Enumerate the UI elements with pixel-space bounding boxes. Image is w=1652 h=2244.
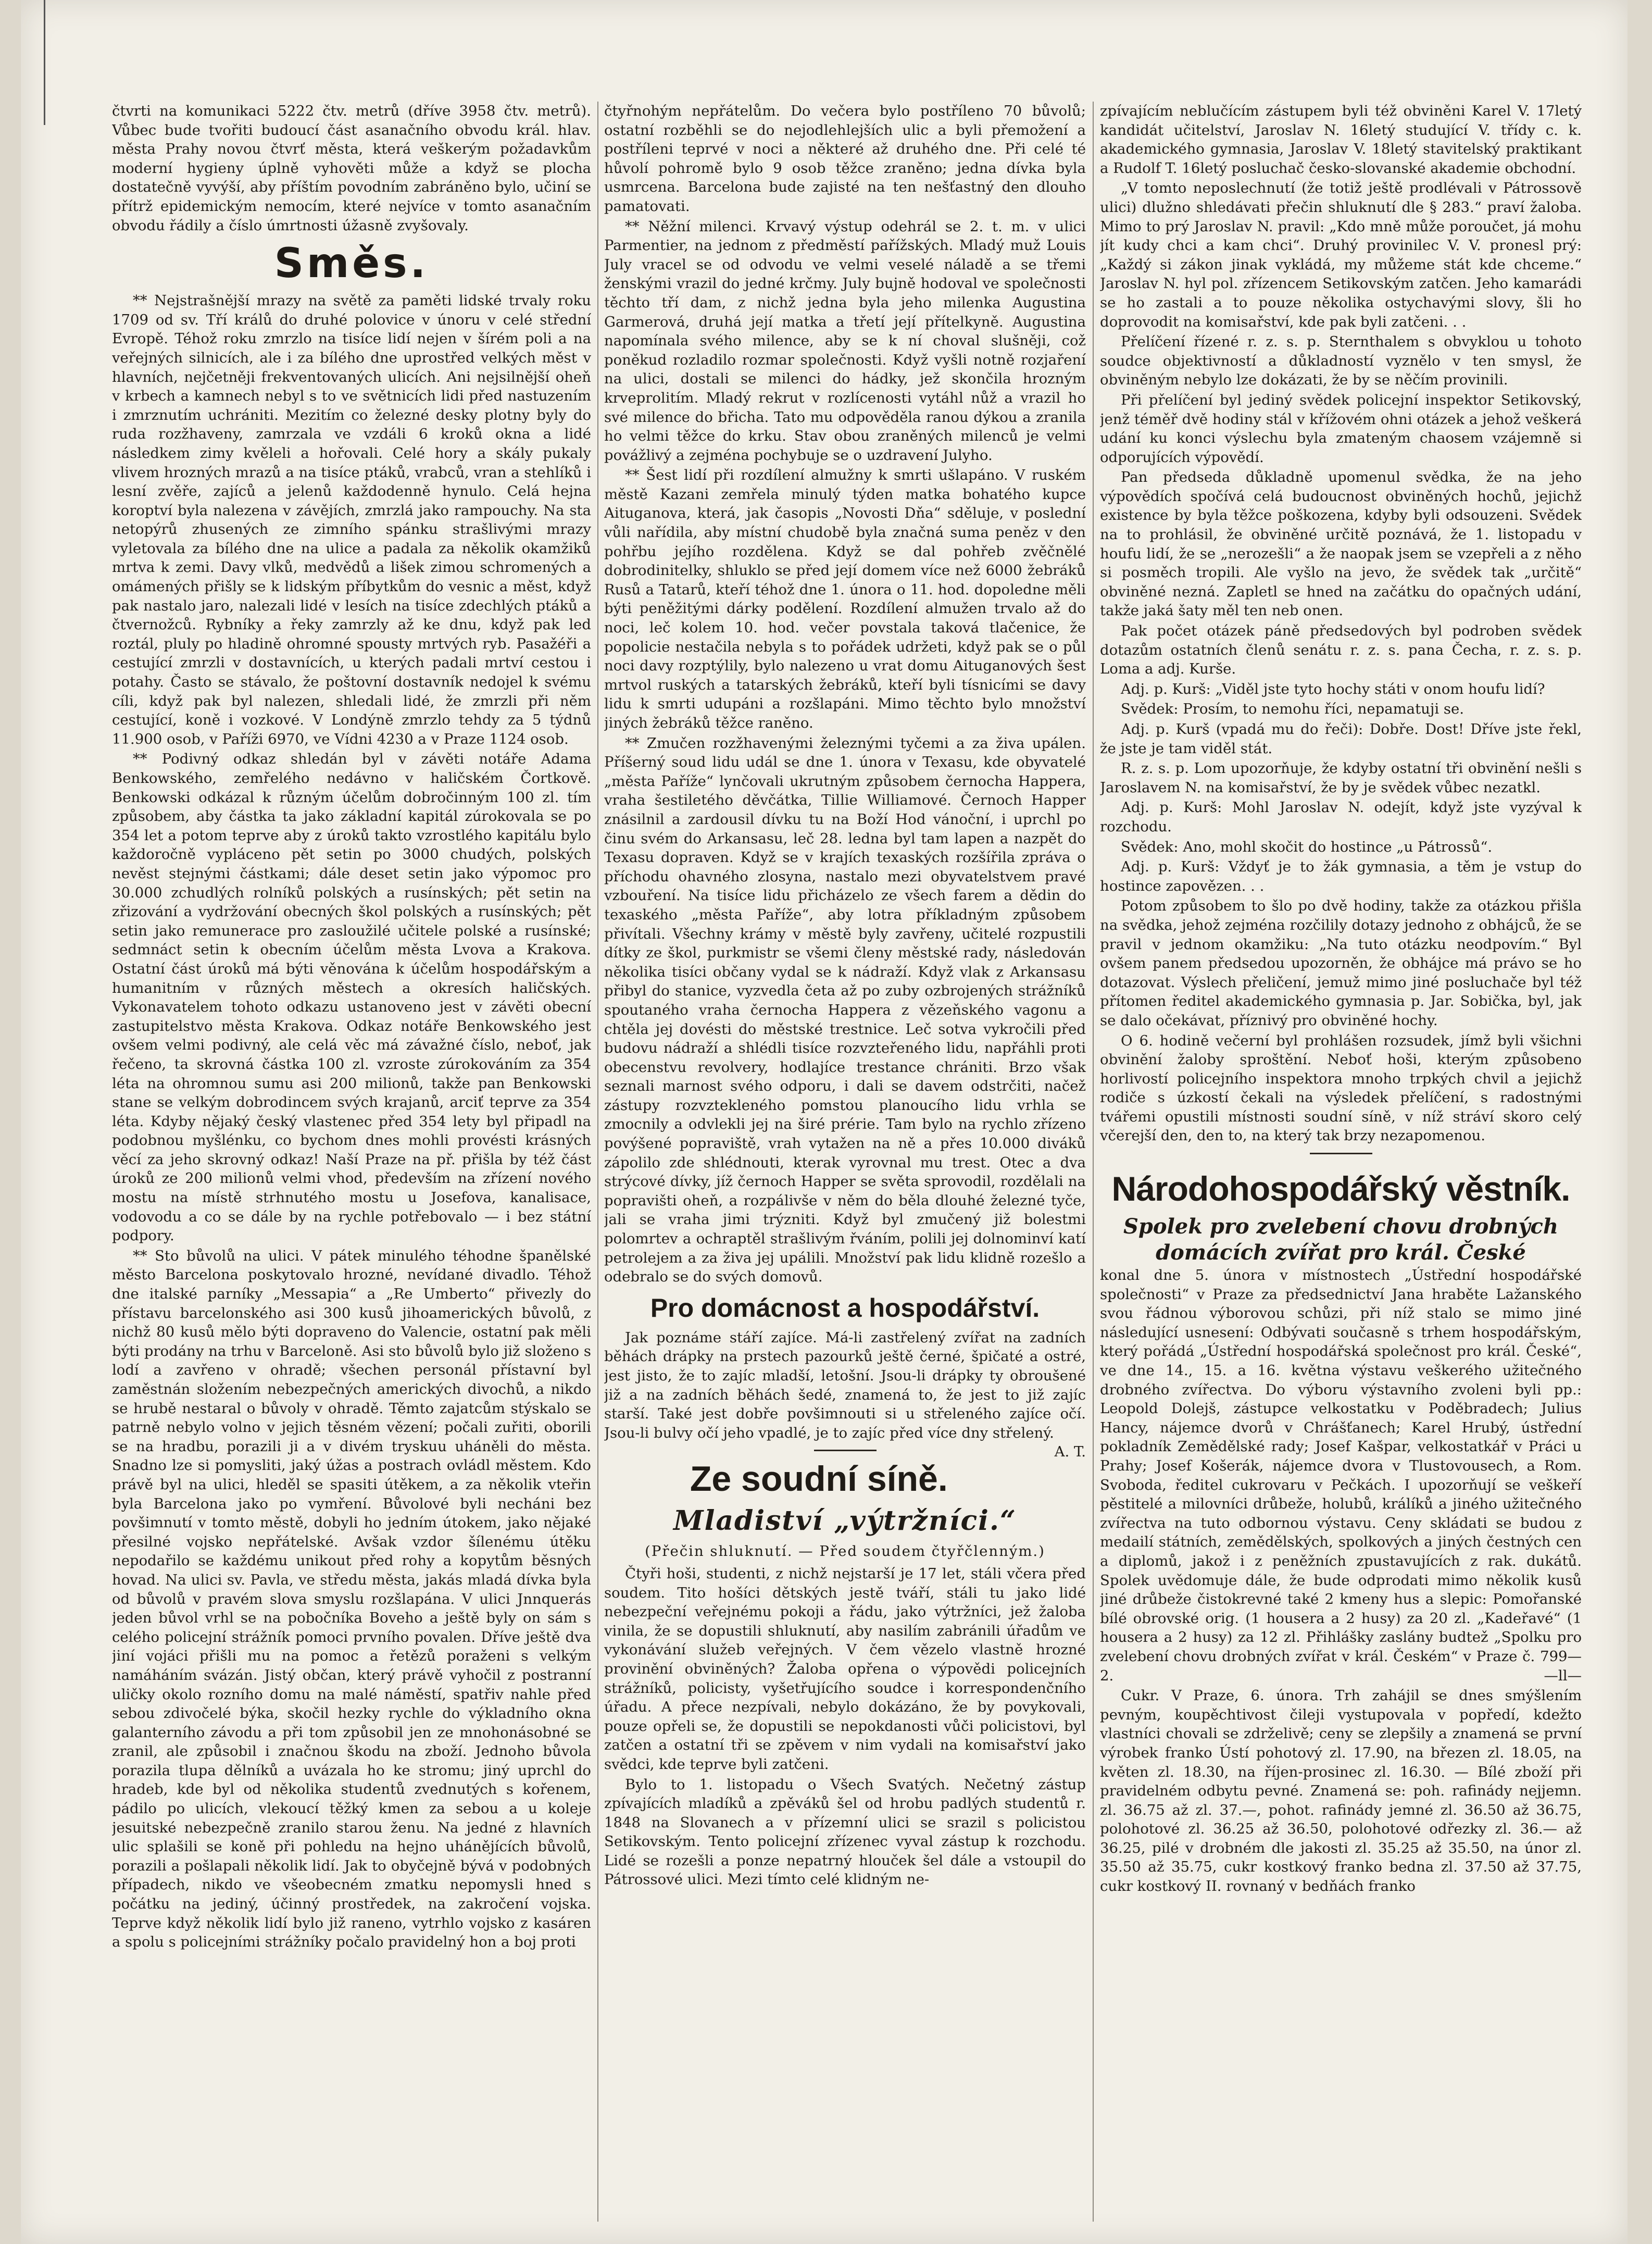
article-paragraph: Pan předseda důkladně upomenul svědka, že na jeho výpovědích spočívá celá budoucnost obviněných hochů, jejichž existence by byla těžce poškozena, kdyby byli odsouzeni. Svědek na to prohlásil, že obviněné určitě poznává, že 1. listopadu v houfu lidí, že se „nerozešli“ a že naopak jsem se vzepřeli a z něho si posměch tropili. Ale vyšlo na jevo, že svědek tak „určitě“ obviněné nezná. Zapletl se hned na začátku do opačných udání, takže jaká šaty měl ten neb onen.: [1100, 469, 1582, 619]
article-paragraph: ** Podivný odkaz shledán byl v závěti notáře Adama Benkowského, zemřelého nedávno v haličském Čortkově. Benkowski odkázal k různým účelům dobročinným 100 zl. tím způsobem, aby částka ta jako základní kapitál zúrokovala se po 354 let a potom teprve aby z úroků takto vzrostlého kapitálu bylo každoročně vypláceno pět setin po 3000 chudých, polských nevěst stejnými částkami; dále deset setin jako výpomoc pro 30.000 zchudlých rolníků polských a rusínských; pět setin na zřizování a vydržování obecných škol polských a rusínských; pět setin jako remunerace pro zasloužilé učitele polské a rusínské; sedmnáct setin k obecním účelům města Lvova a Krakova. Ostatní část úroků má býti věnována k účelům hospodářským a humanitním v různých městech a okresích haličských. Vykonavatelem tohoto odkazu ustanoveno jest v závěti obecní zastupitelstvo města Krakova. Odkaz notáře Benkowského jest ovšem velmi podivný, ale celá věc má závažné číslo, neboť, jak řečeno, ta skrovná částka 100 zl. vzroste zúrokováním za 354 léta na ohromnou sumu asi 200 milionů, takže pan Benkowski stane se velkým dobrodincem svých krajanů, arciť teprve za 354 léta. Kdyby nějaký český vlastenec před 354 lety byl připadl na podobnou myšlénku, co bychom dnes mohli provésti krásných věcí za jeho skrovný odkaz! Naší Praze na př. přišla by též část úroků ze 200 milionů velmi vhod, především na zřízení nového mostu na místě strhnutého mostu u Josefova, kanalisace, vodovodu a co se dále by na rychle potřebovalo — i bez státní podpory.: [112, 751, 591, 1244]
article-paragraph: [604, 1328, 1086, 1461]
article-paragraph: ** Šest lidí při rozdílení almužny k smrti ušlapáno. V ruském městě Kazani zemřela minulý týden matka bohatého kupce Aituganova, která, jak časopis „Novosti Dňa“ sděluje, v poslední vůli nařídila, aby místní chudobě byla značná suma peněz v den pohřbu jejího rozdělena. Když se dal pohřeb zvěčnělé dobrodinitelky, shluklo se před její domem více než 6000 žebráků Rusů a Tatarů, kteří téhož dne 1. února o 11. hod. dopoledne měli býti peněžitými dárky podělení. Rozdílení almužen trvalo až do noci, leč kolem 10. hod. večer povstala taková tlačenice, že popolicie nestačila nebyla s to pořádek udržeti, když pak se o půl noci davy rozptýlily, bylo nalezeno u vrat domu Aituganových šest mrtvol ruských a tatarských žebráků, kteří byli tísnicími se davy lidu k smrti udupáni a rozšlapáni. Mimo těchto bylo množství jiných žebráků těžce raněno.: [604, 467, 1086, 731]
article-text: Jak poznáme stáří zajíce. Má-li zastřelený zvířat na zadních běhách drápky na prstech pazourků ještě černé, špičaté a ostré, jest jisto, že to zajíc mladší, letošní. Jsou-li drápky ty obroušené již a na zadních běhách šedé, znamená to, že jest to již zajíc starší. Také jest dobře povšimnouti si u střeleného zajíce očí. Jsou-li bulvy očí jeho vpadlé, je to zajíc před více dny střelený.: [604, 1329, 1086, 1441]
article-subtitle: (Přečin shluknutí. — Před soudem čtyřčlenným.): [645, 1543, 1045, 1560]
section-separator: [814, 1450, 877, 1451]
article-paragraph: Cukr. V Praze, 6. února. Trh zahájil se dnes smýšlením pevným, koupěchtivost čileji vystupovala v popředí, kdežto vlastníci chovali se zdrželivě; ceny se zlepšily a znamená se první výrobek franko Ústí pohotový zl. 17.90, na březen zl. 18.05, na květen zl. 18.30, na říjen-prosinec zl. 16.30. — Bílé zboží při pravidelném odbytu pevné. Znamená se: poh. rafinády nejjemn. zl. 36.75 až zl. 37.—, pohot. rafinády jemné zl. 36.50 až 36.75, polohotové zl. 36.25 až 36.50, polohotové odřezky zl. 36.— až 36.25, pilé v drobném dle jakosti zl. 35.25 až 35.50, na únor zl. 35.50 až 35.75, cukr kostkový franko bedna zl. 37.50 až 37.75, cukr kostkový II. rovnaný v bedňách franko: [1100, 1687, 1582, 1895]
article-text: konal dne 5. února v místnostech „Ústřední hospodářské společnosti“ v Praze za předsednictví Jana hraběte Lažanského svou řádnou výborovou schůzi, při níž stalo se mimo jiné následující usnesení: Odbývati současně s trhem hospodářským, který pořádá „Ústřední hospodářská společnost pro král. České“, ve dne 14., 15. a 16. května výstavu veškerého užitečného drobného zvířectva. Do výboru výstavního zvoleni byli pp.: Leopold Dolejš, zástupce velkostatku v Poděbradech; Julius Hancy, nájemce dvorů v Chrášťanech; Karel Hrubý, ústřední pokladník Zemědělské rady; Josef Kašpar, velkostatkář v Práci u Prahy; Josef Košerák, nájemce dvora v Tlustovousech, a Rom. Svoboda, ředitel cukrovaru v Pečkách. I upozorňují se veškeří pěstitelé a milovníci drůbeže, holubů, králíků a jiného užitečného zvířectva na tuto odbornou výstavu. Ceny skládati se budou z medailí státních, zemědělských, spolkových a jiných čestných cen a diplomů, jakož i z peněžních zpustavujících z rak. dukátů. Spolek uvědomuje dále, že bude odprodati mimo několik kusů jiné drůbeže čistokrevné také 2 kmeny hus a slepic: Pomořanské bílé obrovské orig. (1 housera a 2 husy) za 20 zl. „Kadeřavé“ (1 housera a 2 husy) za 12 zl. Přihlášky zaslány budtež „Spolku pro zvelebení chovu drobných zvířat v král. Českém“ v Praze č. 799—2.: [1100, 1267, 1582, 1684]
article-paragraph: O 6. hodině večerní byl prohlášen rozsudek, jímž byli všichni obvinění žaloby sproštění. Neboť hoši, kterým způsobeno horlivostí policejního inspektora mnoho trpkých chvil a jejichž rodiče s úzkostí čekali na výsledek přelíčení, s radostnými tvářemi opustili místnosti soudní síně, v níž stráví skoro celý včerejší den, den to, na který tak brzy nezapomenou.: [1100, 1032, 1582, 1144]
dialogue-line: Adj. p. Kurš: Vždyť je to žák gymnasia, a těm je vstup do hostince zapovězen. . .: [1100, 858, 1582, 894]
article-title-spolek: Spolek pro zvelebení chovu drobných domácích zvířat pro král. České: [1123, 1214, 1558, 1265]
section-separator: [1310, 1153, 1372, 1154]
section-title-domacnost: Pro domácnost a hospodářství.: [650, 1293, 1040, 1323]
column-3: [1100, 102, 1582, 2227]
article-paragraph: ** Sto bůvolů na ulici. V pátek minulého téhodne španělské město Barcelona poskytovalo hrozné, nevídané divadlo. Téhož dne italské parníky „Messapia“ a „Re Umberto“ přivezly do přístavu barcelonského asi 300 kusů jihoamerických bůvolů, z nichž 80 kusů mělo býti dopraveno do Valencie, ostatní pak měli býti prodány na trhu v Barceloně. Asi sto bůvolů bylo již složeno s lodí a zavřeno v ohradě; všechen personál přístavní byl zaměstnán složením nebezpečných amerických divochů, a nikdo se hrubě nestaral o bůvoly v ohradě. Těmto zajatcům stýskalo se patrně nebylo volno v jejich těsném vězení; počali zuřiti, oborili se na hradbu, porazili ji a v divém tryskuu uháněli do města. Snadno lze si pomysliti, jaký úžas a postrach ovládl městem. Kdo právě byl na ulici, hleděl se spasiti útěkem, a za několik vteřin byla Barcelona jako po vymření. Bůvolové byli necháni bez povšimnutí v tomto městě, dobyli ho jedním útokem, jako nějaké přesilné vojsko nepřátelské. Avšak vzdor šílenému útěku nepodařilo se každému unikout před rohy a kopytům běsných hovad. Na ulici sv. Pavla, ve středu města, jakás mladá dívka byla od bůvolů v pravém slova smyslu rozšlapána. V ulici Jnnquerás jeden bůvol vrhl se na pobočníka Boveho a ještě byly on sám s celého policejní strážník pomoci prvního povalen. Dříve ještě dva jiní vojáci přišli mu na pomoc a řetězů poraženi s velkým namáháním svázán. Jistý občan, který právě vyhočil z postranní uličky okolo rozního domu na malé náměstí, spatřiv nahle před sebou zdivočelé býka, skočil hezky rychle do výkladního okna galanterního závodu a při tom způsobil jen ze mnohonásobné se zranil, ale způsobil i značnou škodu na zboží. Jednoho bůvola porazila tlupa dělníků a uvázala ho ke stromu; jiný uprchl do hradeb, kde byl od několika studentů zvednutých s kořenem, pádilo po ulicích, vlekoucí těžký kmen za sebou a u koleje jesuitské nebezpečně zranilo starou ženu. Na jedné z hlavních ulic splašili se koně při pohledu na hejno uhánějících bůvolů, porazili a pošlapali několik lidí. Jak to obyčejně bývá v podobných případech, nikdo ve všeobecném zmatku nepomysli hned s počátku na jediný, účinný prostředek, na zakročení vojska. Teprve když několik lidí bylo již raneno, vytrhlo vojsko z kasáren a spolu s policejními strážníky počalo pravidelný hon a boj proti: [112, 1247, 591, 1951]
article-paragraph: čtvrti na komunikaci 5222 čtv. metrů (dříve 3958 čtv. metrů). Vůbec bude tvořiti budoucí část asanačního obvodu král. hlav. města Prahy novou čtvrť města, která veškerým požadavkům moderní hygieny úplně vyhověti může a když se plocha dostatečně vyvýší, aby příštím povodním zabráněno bylo, učiní se přítrž epidemickým nemocím, které nejvíce v tomto asanačním obvodu řádily a číslo úmrtnosti úžasně zvyšovaly.: [112, 103, 591, 234]
section-title-soudni: Ze soudní síně.: [690, 1459, 948, 1499]
article-paragraph: „V tomto neposlechnutí (že totiž ještě prodlévali v Pátrossově ulici) dlužno shledávati přečin shluknutí dle § 283.“ praví žaloba. Mimo to prý Jaroslav N. pravil: „Kdo mně může poroučet, já mohu jít kudy chci a kam chci“. Druhý provinilec V. V. pronesl prý: „Každý si zákon jinak vykládá, my můžeme stát kde chceme.“ Jaroslav N. hyl pol. zřízencem Setikovským zatčen. Jeho kamarádi se ho zastali a to pouze několika ostychavými slovy, šli ho doprovodit na komisařství, kde pak byli zatčeni. . .: [1100, 180, 1582, 330]
article-paragraph: Při přelíčení byl jediný svědek policejní inspektor Setikovský, jenž téměř dvě hodiny stál v křížovém ohni otázek a jehož veškerá udání ku konci výslechu byla zmateným chaosem vzájemně si odporujících výpovědí.: [1100, 391, 1582, 466]
column-divider: [597, 102, 598, 2222]
article-paragraph: [1100, 1266, 1582, 1685]
dialogue-line: R. z. s. p. Lom upozorňuje, že kdyby ostatní tři obvinění nešli s Jaroslavem N. na komisařství, že by je svědek vůbec nezatkl.: [1100, 760, 1582, 796]
dialogue-line: Adj. p. Kurš (vpadá mu do řeči): Dobře. Dost! Dříve jste řekl, že jste je tam viděl stát.: [1100, 721, 1582, 757]
article-paragraph: Přelíčení řízené r. z. s. p. Sternthalem s obvyklou u tohoto soudce objektivností a důkladností vyznělo v ten smysl, že obviněným nebylo lze dokázati, že by se něčím provinili.: [1100, 333, 1582, 389]
newspaper-page: [21, 0, 1628, 2244]
article-paragraph: ** Něžní milenci. Krvavý výstup odehrál se 2. t. m. v ulici Parmentier, na jednom z předměstí pařížských. Mladý muž Louis July vracel se od odvodu ve velmi veselé náladě a se třemi ženskými vrazil do jedné krčmy. July bujně hodoval ve společnosti těchto tří dam, z nichž jedna byla jeho milenka Augustina Garmerová, druhá její matka a třetí její přítelkyně. Augustina napomínala svého milence, aby se k ní choval slušněji, což poněkud rozladilo rozmar společnosti. Když vyšli notně rozjaření na ulici, dostali se milenci do hádky, jež skončila hrozným krveprolitím. Mladý rekrut v rozlícenosti vytáhl nůž a vrazil ho své milence do břicha. Tato mu odpověděla ranou dýkou a zranila ho velmi těžce do krku. Stav obou zraněných milenců je velmi povážlivý a zejména pochybuje se o uzdravení Julyho.: [604, 218, 1086, 464]
article-title-mladistvi: Mladiství „výtržníci.“: [673, 1505, 1017, 1537]
column-divider: [1093, 102, 1094, 2222]
article-paragraph: Potom způsobem to šlo po dvě hodiny, takže za otázkou přišla na svědka, jehož zejména rozčilily dotazy jednoho z obhájců, že se pravil v jednom okamžiku: „Na tuto otázku neodpovím.“ Byl ovšem panem předsedou upozorněn, že obhájce má právo se ho dotazovat. Výslech přeličení, jemuž mimo jiné posluchače byl též přítomen ředitel akademického gymnasia p. Jar. Sobička, byl, jak se dalo očekávat, příznivý pro obviněné hochy.: [1100, 897, 1582, 1029]
page-edge-mark: [21, 0, 45, 125]
article-signature: —ll—: [1544, 1667, 1582, 1684]
section-title-smes: Směs.: [274, 240, 429, 288]
column-1: [112, 102, 591, 2227]
article-paragraph: Čtyři hoši, studenti, z nichž nejstarší je 17 let, stáli včera před soudem. Tito hošíci dětských jestě tváří, stáli tu jako lidé nebezpeční veřejnému pokoji a řádu, jako výtržníci, jež žaloba vinila, že se dopustili shluknutí, aby nasilím zabránili úřadům ve vykonávání služeb veřejných. V čem vězelo vlastně hrozné provinění obviněných? Žaloba opřena o výpovědi policejních strážníků, policisty, vyšetřujícího soudce i korrespondenčního úřadu. A přece nezpívali, nebylo dokázáno, že by povykovali, pouze opřeli se, že dopustili se nepokdanosti vůči policistovi, byl zatčen a ostatní tři se zpěvem v nim vydali na komisařství jako svědci, kde teprve byli zatčeni.: [604, 1565, 1086, 1773]
dialogue-line: Adj. p. Kurš: „Viděl jste tyto hochy státi v onom houfu lidí?: [1121, 680, 1545, 697]
dialogue-line: Adj. p. Kurš: Mohl Jaroslav N. odejít, když jste vyzýval k rozchodu.: [1100, 799, 1582, 835]
article-paragraph: ** Nejstrašnější mrazy na světě za paměti lidské trvaly roku 1709 od sv. Tří králů do druhé polovice v únoru v celé střední Evropě. Téhož roku zmrzlo na tisíce lidí nejen v šírém poli a na veřejných silnicích, ale i za bílého dne uprostřed velkých měst v hlavních, nejčetněji frekventovaných ulicích. Ani nejsilnější oheň v krbech a kamnech nebyl s to ve světnicích lidi před nastuzením i zmrznutím uchrániti. Mezitím co železné desky plotny byly do ruda rozžhaveny, zamrzala ve vzdáli 6 kroků okna a lidé následkem zimy kvěleli a hořovali. Celé hory a skály pukaly vlivem hrozných mrazů a na tisíce ptáků, vrabců, vran a stehlíků i lesní zvěře, zajíců a jelenů každodenně hynulo. Celá hejna koroptví byla nalezena v závějích, zmrzlá jako rampouchy. Na sta netopýrů zhusených ze zimního spánku strašlivými mrazy vyletovala za bílého dne na ulice a padala za několik okamžiků mrtva k zemi. Davy vlků, medvědů a lišek zimou schromených a omámených přišly se k lidským příbytkům do vesnic a měst, když pak nastalo jaro, nalezali lidé v lesích na tisíce zdechlých ptáků a čtvernožců. Rybníky a řeky zamrzly až ke dnu, když pak led roztál, pluly po hladině ohromné spousty mrtvých ryb. Pasažéři a cestující zmrzli v dostavnících, u kterých padali mrtví cestou i potahy. Často se stávalo, že poštovní dostavník nedojel k svému cíli, když pak byl nalezen, shledali lidé, že zmrzli při něm cestující, koně i vozkové. V Londýně zmrzlo tehdy za 5 týdnů 11.900 osob, v Paříži 6970, ve Vídni 4230 a v Praze 1124 osob.: [112, 292, 591, 747]
article-paragraph: ** Zmučen rozžhavenými železnými tyčemi a za živa upálen. Příšerný soud lidu udál se dne 1. února v Texasu, kde obyvatelé „města Paříže“ lynčovali ukrutným způsobem černocha Happera, vraha šestiletého děvčátka, Tillie Williamové. Černoch Happer znásilnil a zardousil dívku tu na Boží Hod vánoční, i uprchl po činu svém do Arkansasu, leč 28. ledna byl tam lapen a nazpět do Texasu dopraven. Když se v krajích texaských rozšířila zpráva o příchodu ohavného zlosyna, nastalo mezi obyvatelstvem pravé vzbouření. Na tisíce lidu přicházelo ze všech farem a dědin do texaského „města Paříže“, aby lotra příkladným způsobem přivítali. Všechny krámy v městě byly zavřeny, učitelé rozpustili dítky ze škol, purkmistr se všemi členy městské rady, následován několika tisíci občany vydal se k nádraží. Když vlak z Arkansasu přibyl do stanice, vyzvedla četa až po zuby ozbrojených strážníků spoutaného vraha černocha Happera z vězeňského vagonu a chtěla jej dovésti do městské trestnice. Leč sotva vykročili před budovu nádraží a shlédli tisíce rozvzteřeného lidu, napřáhli proti obecenstvu revolvery, hodlajíce trestance chrániti. Brzo však seznali marnost svého odporu, i dali se davem odstrčiti, načež zástupy rozvztekleného pomstou planoucího lidu vrhla se zmocnily a odvlekli jej na širé prérie. Tam bylo na rychlo zřízeno povýšené popraviště, vrah vytažen na ně a přes 10.000 diváků zápolilo zde shlédnouti, kterak vyrovnal mu trest. Otec a dva strýcové dívky, jíž černoch Happer se světa sprovodil, rozdělali na popravišti oheň, a rozpálivše v něm do běla dlouhé železné tyče, jali se vraha jimi trýzniti. Když byl zmučený již bolestmi polomrtev a ochraptěl strašlivým řváním, polili jej dolnominví katí petrolejem a za živa jej upálili. Množství pak lidu klidně rozešlo a odebralo se do svých domovů.: [604, 734, 1086, 1286]
dialogue-line: Svědek: Ano, mohl skočit do hostince „u Pátrossů“.: [1121, 838, 1493, 855]
article-paragraph: Bylo to 1. listopadu o Všech Svatých. Nečetný zástup zpívajících mladíků a zpěváků šel od hrobu padlých studentů r. 1848 na Slovanech a v přízemní ulici se srazil s policistou Setikovským. Tento policejní zřízenec vyval zástup k rozchodu. Lidé se rozešli a ponze nepatrný hlouček šel dále a vstoupil do Pátrossové ulici. Mezi tímto celé klidným ne-: [604, 1776, 1086, 1888]
article-paragraph: čtyřnohým nepřátelům. Do večera bylo postříleno 70 bůvolů; ostatní rozběhli se do nejodlehlejších ulic a byli přemožení a postříleni teprvé v noci a některé až druhého dne. Při celé té hůvolí pohromě bylo 9 osob těžce zraněno; jedna dívka byla usmrcena. Barcelona bude zajisté na ten nešťastný den dlouho pamatovati.: [604, 103, 1086, 215]
article-paragraph: zpívajícím neblučícím zástupem byli též obviněni Karel V. 17letý kandidát učitelství, Jaroslav N. 16letý studující V. třídy c. k. akademického gymnasia, Jaroslav V. 18letý stavitelský praktikant a Rudolf T. 16letý posluchač česko-slovanské akademie obchodní.: [1100, 103, 1582, 177]
article-signature: A. T.: [1054, 1443, 1086, 1461]
dialogue-line: Svědek: Prosím, to nemohu říci, nepamatuji se.: [1121, 701, 1465, 718]
article-paragraph: Pak počet otázek páně předsedových byl podroben svědek dotazům ostatních členů senátu r. z. s. pana Čecha, r. z. s. p. Loma a adj. Kurše.: [1100, 622, 1582, 678]
column-2: [604, 102, 1086, 2227]
section-title-narodohospodarsky: Národohospodářský věstník.: [1111, 1169, 1570, 1208]
